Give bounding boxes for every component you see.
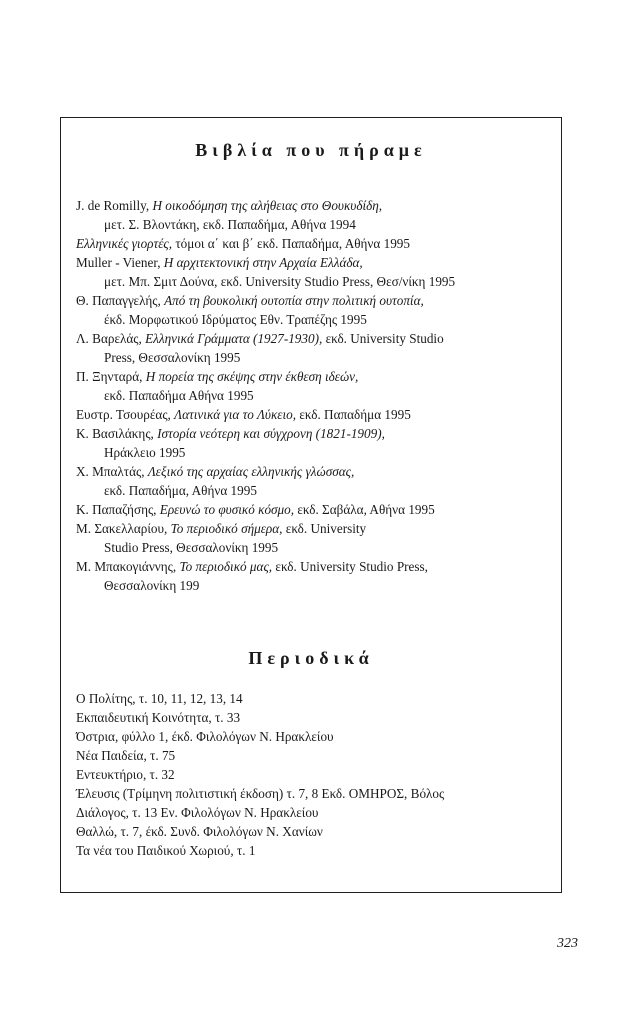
book-title: Ερευνώ το φυσικό κόσμο,	[159, 502, 295, 517]
book-details: μετ. Σ. Βλοντάκη, εκδ. Παπαδήμα, Αθήνα 1994	[104, 217, 356, 232]
book-details: μετ. Μπ. Σμιτ Δούνα, εκδ. University Studio Press, Θεσ/νίκη 1995	[104, 274, 456, 289]
book-title: Το περιοδικό μας,	[179, 559, 273, 574]
book-entry-line	[76, 462, 555, 481]
periodical-entry: Τα νέα του Παιδικού Χωριού, τ. 1	[76, 843, 256, 858]
periodical-entry: Όστρια, φύλλο 1, έκδ. Φιλολόγων Ν. Ηρακλείου	[76, 729, 334, 744]
book-details: εκδ. Παπαδήμα 1995	[296, 407, 411, 422]
book-entry	[76, 500, 555, 519]
periodical-entry: Εντευκτήριο, τ. 32	[76, 767, 175, 782]
book-entry	[76, 291, 555, 329]
book-author: Muller - Viener,	[76, 255, 164, 270]
periodicals-heading: Περιοδικά	[248, 648, 374, 668]
book-title: Λατινικά για το Λύκειο,	[174, 407, 297, 422]
book-details: εκδ. University	[282, 521, 367, 536]
book-entry-line	[76, 291, 555, 310]
book-details: εκδ. Σαβάλα, Αθήνα 1995	[294, 502, 435, 517]
books-heading: Βιβλία που πήραμε	[195, 140, 427, 160]
book-entry-continuation	[76, 538, 555, 557]
book-author: Ευστρ. Τσουρέας,	[76, 407, 175, 422]
page-number: 323	[557, 936, 578, 951]
book-details: εκδ. Παπαδήμα, Αθήνα 1995	[104, 483, 257, 498]
book-title: Η αρχιτεκτονική στην Αρχαία Ελλάδα,	[163, 255, 363, 270]
book-author: Μ. Μπακογιάννης,	[76, 559, 180, 574]
book-entry-continuation	[76, 215, 555, 234]
book-author: Π. Ξηνταρά,	[76, 369, 146, 384]
book-title: Ιστορία νεότερη και σύγχρονη (1821-1909),	[157, 426, 385, 441]
book-details: εκδ. University Studio	[322, 331, 444, 346]
book-title: Η πορεία της σκέψης στην έκθεση ιδεών,	[145, 369, 359, 384]
book-entry-line	[76, 405, 555, 424]
book-author: Λ. Βαρελάς,	[76, 331, 146, 346]
book-entry-continuation	[76, 348, 555, 367]
periodical-entry: Εκπαιδευτική Κοινότητα, τ. 33	[76, 710, 241, 725]
book-entry-line	[76, 329, 555, 348]
book-title: Το περιοδικό σήμερα,	[170, 521, 283, 536]
book-entry	[76, 557, 555, 595]
book-entry-continuation	[76, 443, 555, 462]
book-entry-continuation	[76, 310, 555, 329]
book-entry-line	[76, 234, 555, 253]
book-entry	[76, 196, 555, 234]
book-entry	[76, 424, 555, 462]
periodical-entry: Διάλογος, τ. 13 Εν. Φιλολόγων Ν. Ηρακλείου	[76, 805, 319, 820]
book-details: τόμοι α΄ και β΄ εκδ. Παπαδήμα, Αθήνα 1995	[172, 236, 410, 251]
book-details: Θεσσαλονίκη 199	[104, 578, 200, 593]
bibliography-frame	[60, 117, 562, 893]
book-details: Studio Press, Θεσσαλονίκη 1995	[104, 540, 279, 555]
book-entry	[76, 367, 555, 405]
books-list	[76, 196, 555, 595]
book-entry-line	[76, 500, 555, 519]
book-details: εκδ. Παπαδήμα Αθήνα 1995	[104, 388, 254, 403]
book-details: έκδ. Μορφωτικού Ιδρύματος Εθν. Τραπέζης 1995	[104, 312, 367, 327]
book-entry-line	[76, 253, 555, 272]
book-entry-continuation	[76, 272, 555, 291]
book-entry-continuation	[76, 386, 555, 405]
book-details: εκδ. University Studio Press,	[272, 559, 428, 574]
book-author: Κ. Παπαζήσης,	[76, 502, 160, 517]
book-details: Ηράκλειο 1995	[104, 445, 186, 460]
periodical-entry: Θαλλώ, τ. 7, έκδ. Συνδ. Φιλολόγων Ν. Χανίων	[76, 824, 323, 839]
periodical-entry: Νέα Παιδεία, τ. 75	[76, 748, 176, 763]
book-title: Ελληνικά Γράμματα (1927-1930),	[145, 331, 323, 346]
book-entry-continuation	[76, 481, 555, 500]
book-entry	[76, 329, 555, 367]
periodical-entry: Ο Πολίτης, τ. 10, 11, 12, 13, 14	[76, 691, 243, 706]
book-entry	[76, 253, 555, 291]
book-title: Λεξικό της αρχαίας ελληνικής γλώσσας,	[147, 464, 355, 479]
book-author: Χ. Μπαλτάς,	[76, 464, 148, 479]
book-entry	[76, 405, 555, 424]
book-entry	[76, 462, 555, 500]
book-entry	[76, 234, 555, 253]
periodicals-list	[76, 689, 555, 860]
book-entry-line	[76, 424, 555, 443]
book-entry-line	[76, 557, 555, 576]
book-details: Press, Θεσσαλονίκη 1995	[104, 350, 241, 365]
book-author: Κ. Βασιλάκης,	[76, 426, 158, 441]
book-entry-line	[76, 196, 555, 215]
book-title: Η οικοδόμηση της αλήθειας στο Θουκυδίδη,	[152, 198, 383, 213]
book-author: Μ. Σακελλαρίου,	[76, 521, 171, 536]
book-title: Ελληνικές γιορτές,	[76, 236, 173, 251]
book-entry-line	[76, 367, 555, 386]
periodical-entry: Έλευσις (Τρίμηνη πολιτιστική έκδοση) τ. 7, 8 Εκδ. ΟΜΗΡΟΣ, Βόλος	[76, 786, 445, 801]
book-entry	[76, 519, 555, 557]
book-entry-continuation	[76, 576, 555, 595]
book-author: J. de Romilly,	[76, 198, 153, 213]
book-title: Από τη βουκολική ουτοπία στην πολιτική ουτοπία,	[164, 293, 424, 308]
book-entry-line	[76, 519, 555, 538]
book-author: Θ. Παπαγγελής,	[76, 293, 165, 308]
